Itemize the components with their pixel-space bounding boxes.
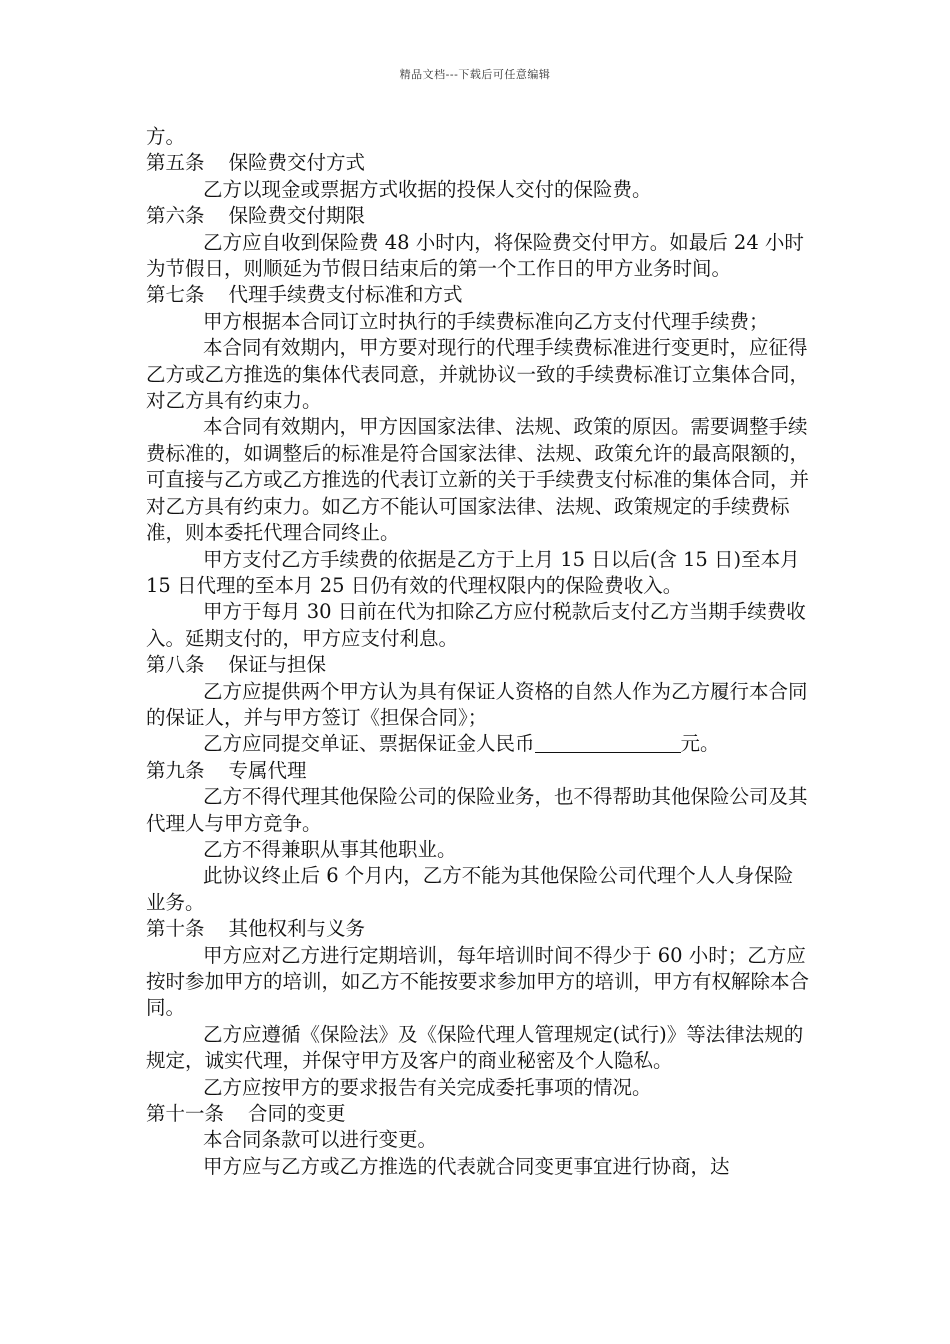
paragraph: 乙方不得兼职从事其他职业。 (203, 837, 457, 861)
article-heading (146, 282, 812, 308)
document-body (146, 124, 812, 1180)
paragraph: 乙方应自收到保险费 48 小时内，将保险费交付甲方。如最后 24 小时为节假日，则顺延为节假日结束后的第一个工作日的甲方业务时间。 (146, 230, 804, 281)
paragraph: 甲方应对乙方进行定期培训，每年培训时间不得少于 60 小时；乙方应按时参加甲方的培训，如乙方不能按要求参加甲方的培训，甲方有权解除本合同。 (146, 943, 810, 1020)
article-number: 第九条 (146, 758, 205, 782)
paragraph: 乙方不得代理其他保险公司的保险业务，也不得帮助其他保险公司及其代理人与甲方竞争。 (146, 785, 808, 835)
paragraph: 甲方应与乙方或乙方推选的代表就合同变更事宜进行协商，达 (203, 1154, 730, 1178)
paragraph: 方。 (146, 125, 186, 148)
article-heading (146, 652, 812, 678)
paragraph: 乙方应按甲方的要求报告有关完成委托事项的情况。 (203, 1075, 652, 1099)
article-title: 保险费交付方式 (228, 151, 366, 175)
paragraph: 乙方应提供两个甲方认为具有保证人资格的自然人作为乙方履行本合同的保证人，并与甲方签订《担保合同》； (146, 679, 808, 729)
paragraph: 乙方应遵循《保险法》及《保险代理人管理规定(试行)》等法律法规的规定，诚实代理，并保守甲方及客户的商业秘密及个人隐私。 (146, 1022, 804, 1073)
paragraph: 本合同条款可以进行变更。 (203, 1128, 438, 1152)
article-number: 第六条 (146, 204, 205, 228)
paragraph: 乙方以现金或票据方式收据的投保人交付的保险费。 (203, 177, 652, 201)
article-title: 保险费交付期限 (228, 204, 366, 228)
article-heading (146, 1101, 812, 1127)
article-title: 其他权利与义务 (228, 917, 366, 941)
deposit-amount-blank[interactable] (535, 732, 681, 753)
page-header: 精品文档---下载后可任意编辑 (399, 68, 551, 81)
paragraph: 甲方于每月 30 日前在代为扣除乙方应付税款后支付乙方当期手续费收入。延期支付的，甲方应支付利息。 (146, 600, 806, 650)
paragraph: 本合同有效期内，甲方因国家法律、法规、政策的原因。需要调整手续费标准的，如调整后的标准是符合国家法律、法规、政策允许的最高限额的，可直接与乙方或乙方推选的代表订立新的关于手续费支付标准的集体合同，并对乙方具有约束力。如乙方不能认可国家法律、法规、政策规定的手续费标准，则本委托代理合同终止。 (146, 415, 810, 545)
paragraph: 甲方支付乙方手续费的依据是乙方于上月 15 日以后(含 15 日)至本月 15 日代理的至本月 25 日仍有效的代理权限内的保险费收入。 (146, 547, 800, 597)
article-number: 第八条 (146, 653, 205, 677)
deposit-unit: 元。 (680, 732, 720, 756)
article-title: 合同的变更 (248, 1102, 346, 1126)
article-number: 第七条 (146, 283, 205, 307)
article-number: 第五条 (146, 151, 205, 175)
paragraph: 本合同有效期内，甲方要对现行的代理手续费标准进行变更时，应征得乙方或乙方推选的集体代表同意，并就协议一致的手续费标准订立集体合同，对乙方具有约束力。 (146, 336, 810, 413)
paragraph (146, 731, 812, 757)
article-heading (146, 150, 812, 176)
article-heading (146, 203, 812, 229)
article-heading (146, 758, 812, 784)
deposit-text: 乙方应同提交单证、票据保证金人民币 (203, 732, 535, 756)
article-title: 代理手续费支付标准和方式 (228, 283, 463, 307)
article-title: 保证与担保 (228, 653, 327, 677)
article-number: 第十条 (146, 917, 205, 941)
article-number: 第十一条 (146, 1102, 225, 1126)
paragraph: 甲方根据本合同订立时执行的手续费标准向乙方支付代理手续费； (203, 309, 769, 333)
paragraph: 此协议终止后 6 个月内，乙方不能为其他保险公司代理个人人身保险业务。 (146, 864, 794, 914)
article-heading (146, 916, 812, 942)
article-title: 专属代理 (228, 758, 307, 782)
